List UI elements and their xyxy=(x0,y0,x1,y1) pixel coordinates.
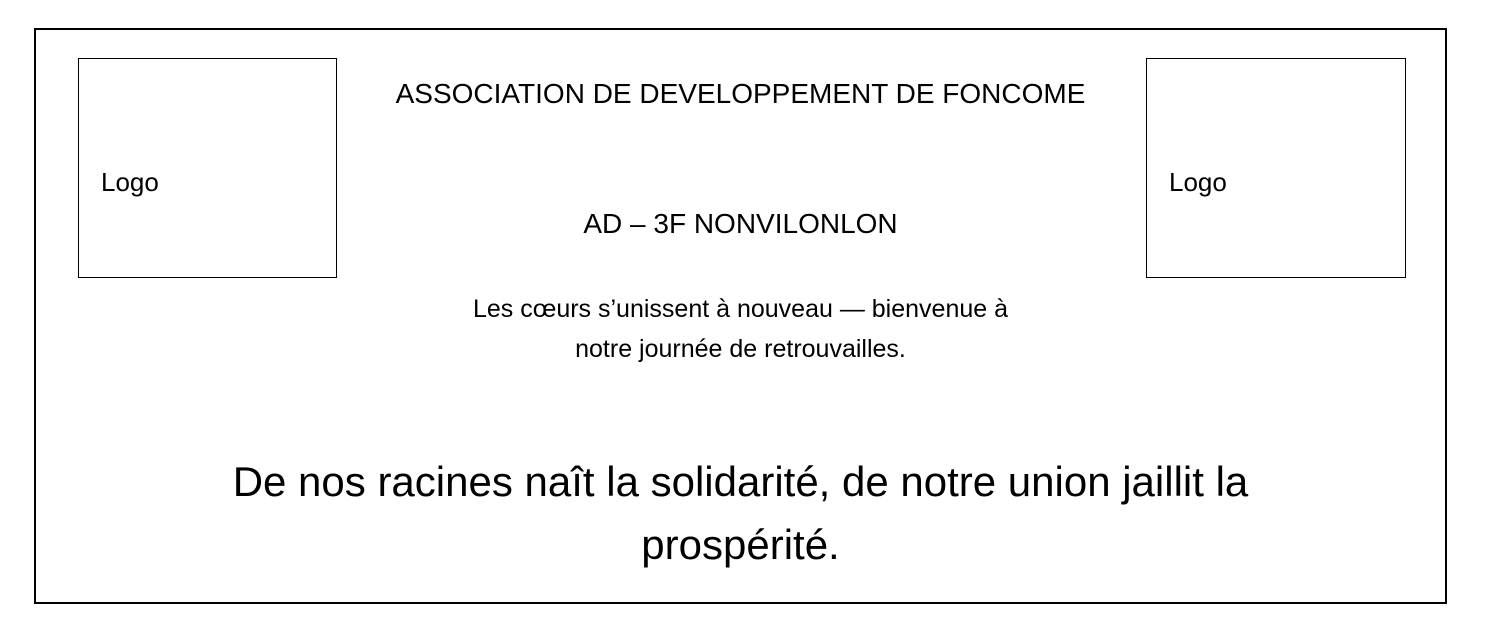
association-acronym: AD – 3F NONVILONLON xyxy=(583,208,898,239)
welcome-tagline xyxy=(34,289,1447,369)
motto-quote xyxy=(34,450,1447,576)
motto-quote-line2: prospérité. xyxy=(641,521,840,568)
motto-quote-line1: De nos racines naît la solidarité, de notre union jaillit la xyxy=(232,458,1249,505)
logo-placeholder-left-label: Logo xyxy=(101,167,159,197)
association-title: ASSOCIATION DE DEVELOPPEMENT DE FONCOME xyxy=(395,78,1086,109)
logo-placeholder-right-label: Logo xyxy=(1169,167,1227,197)
welcome-tagline-line2: notre journée de retrouvailles. xyxy=(575,335,906,363)
welcome-tagline-line1: Les cœurs s’unissent à nouveau — bienvenue à xyxy=(472,295,1009,323)
